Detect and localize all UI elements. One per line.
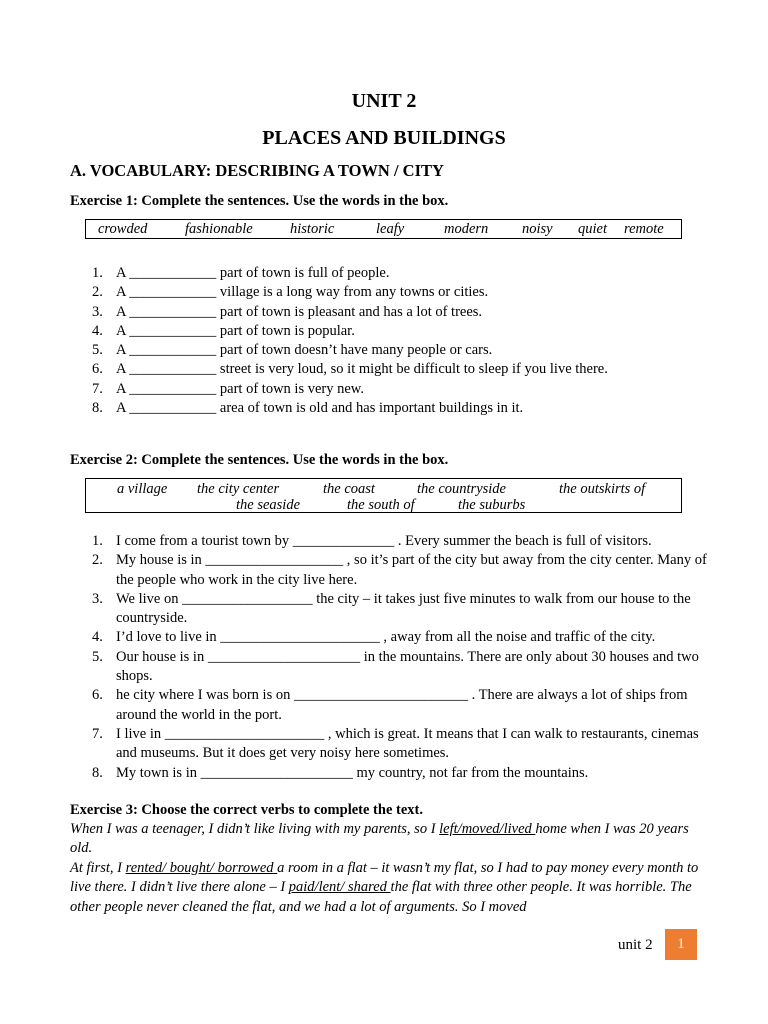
- verb-choice: left/moved/lived: [439, 821, 536, 837]
- list-item: [70, 322, 710, 341]
- list-item: [70, 380, 710, 399]
- list-item: [70, 648, 710, 687]
- list-item: [70, 686, 710, 725]
- list-item: [70, 590, 710, 629]
- text-run: a room in a flat – it wasn’t my flat, so I had to pay money every month to live there. I didn’t live there alone – I: [70, 859, 699, 896]
- list-item: [70, 725, 710, 764]
- item-text: A ____________ area of town is old and has important buildings in it.: [116, 400, 524, 417]
- section-heading: A. VOCABULARY: DESCRIBING A TOWN / CITY: [70, 161, 444, 180]
- word-box-item: the south of: [347, 497, 415, 513]
- item-text: My house is in ___________________ , so it’s part of the city but away from the city center. Many of the people who work in the city live here.: [116, 552, 707, 588]
- word-box-item: the suburbs: [458, 497, 526, 513]
- exercise3-title: Exercise 3: Choose the correct verbs to complete the text.: [70, 802, 423, 818]
- item-number: 6.: [92, 361, 103, 378]
- list-item: [70, 360, 710, 379]
- verb-choice: paid/lent/ shared: [288, 879, 391, 896]
- item-number: 4.: [92, 629, 103, 646]
- item-number: 3.: [92, 303, 103, 320]
- item-text: A ____________ part of town is very new.: [116, 380, 364, 397]
- item-text: A ____________ part of town is popular.: [116, 322, 355, 339]
- item-text: I live in ______________________ , which is great. It means that I can walk to restaurants, cinemas and museums. But it does get very noisy here sometimes.: [116, 725, 699, 762]
- item-number: 8.: [92, 764, 103, 781]
- list-item: [70, 399, 710, 418]
- word-box-item: fashionable: [185, 221, 253, 237]
- word-box-item: a village: [117, 481, 168, 497]
- item-text: A ____________ street is very loud, so it might be difficult to sleep if you live there.: [116, 361, 608, 378]
- word-box-item: the seaside: [236, 497, 301, 513]
- exercise3-paragraph-2: [70, 859, 710, 917]
- exercise1-word-box: [85, 219, 682, 239]
- word-box-item: remote: [624, 221, 664, 237]
- item-text: I come from a tourist town by ______________ . Every summer the beach is full of visitors.: [116, 533, 652, 549]
- page-number-badge: 1: [665, 929, 697, 960]
- text-run: At first, I: [70, 859, 126, 876]
- item-text: A ____________ part of town doesn’t have many people or cars.: [116, 342, 493, 359]
- item-number: 7.: [92, 380, 103, 397]
- item-number: 8.: [92, 400, 103, 417]
- list-item: [70, 628, 710, 647]
- item-number: 6.: [92, 687, 103, 704]
- word-box-item: noisy: [522, 221, 553, 237]
- item-text: My town is in _____________________ my country, not far from the mountains.: [116, 764, 589, 781]
- text-run: When I was a teenager, I didn’t like living with my parents, so I: [70, 821, 440, 837]
- exercise1-list: [70, 264, 710, 418]
- list-item: [70, 283, 710, 302]
- list-item: [70, 264, 710, 283]
- item-text: A ____________ part of town is pleasant and has a lot of trees.: [116, 303, 483, 320]
- item-number: 2.: [92, 284, 103, 301]
- verb-choice: rented/ bought/ borrowed: [125, 859, 278, 876]
- word-box-item: modern: [444, 221, 489, 237]
- item-number: 5.: [92, 648, 103, 665]
- list-item: [70, 341, 710, 360]
- page-title: PLACES AND BUILDINGS: [262, 127, 506, 149]
- item-number: 5.: [92, 342, 103, 359]
- word-box-item: quiet: [578, 221, 607, 237]
- item-number: 1.: [92, 265, 103, 281]
- word-box-item: the outskirts of: [559, 481, 646, 497]
- list-item: [70, 551, 710, 590]
- exercise2-word-box: [85, 478, 682, 513]
- item-number: 3.: [92, 590, 103, 607]
- unit-heading: UNIT 2: [351, 90, 417, 112]
- exercise3-text: [70, 820, 710, 917]
- item-number: 1.: [92, 533, 103, 549]
- item-number: 4.: [92, 322, 103, 339]
- word-box-item: leafy: [376, 221, 405, 237]
- item-text: he city where I was born is on ________________________ . There are always a lot of ships from around the world in the port.: [116, 687, 688, 723]
- item-text: I’d love to live in ______________________ , away from all the noise and traffic of the city.: [116, 629, 656, 646]
- footer-unit-label: unit 2: [618, 937, 653, 953]
- text-run: the flat with three other people. It was horrible. The other people never cleaned the flat, and we had a lot of arguments. So I moved: [70, 879, 692, 915]
- list-item: [70, 532, 710, 551]
- exercise3-paragraph-1: [70, 820, 710, 859]
- item-text: We live on __________________ the city – it takes just five minutes to walk from our house to the countryside.: [116, 590, 691, 627]
- word-box-item: the coast: [323, 481, 375, 497]
- word-box-item: the city center: [197, 481, 280, 497]
- text-run: home when I was 20 years old.: [70, 821, 689, 857]
- exercise1-title: Exercise 1: Complete the sentences. Use the words in the box.: [70, 193, 449, 209]
- list-item: [70, 303, 710, 322]
- exercise2-title: Exercise 2: Complete the sentences. Use the words in the box.: [70, 452, 449, 468]
- item-number: 2.: [92, 552, 103, 569]
- exercise2-list: [70, 532, 710, 783]
- item-text: A ____________ village is a long way from any towns or cities.: [116, 284, 489, 301]
- word-box-item: the countryside: [417, 481, 506, 497]
- list-item: [70, 764, 710, 783]
- word-box-item: crowded: [98, 221, 148, 237]
- item-number: 7.: [92, 725, 103, 742]
- item-text: A ____________ part of town is full of people.: [116, 265, 390, 281]
- word-box-item: historic: [290, 221, 335, 237]
- item-text: Our house is in _____________________ in the mountains. There are only about 30 houses and two shops.: [116, 648, 699, 685]
